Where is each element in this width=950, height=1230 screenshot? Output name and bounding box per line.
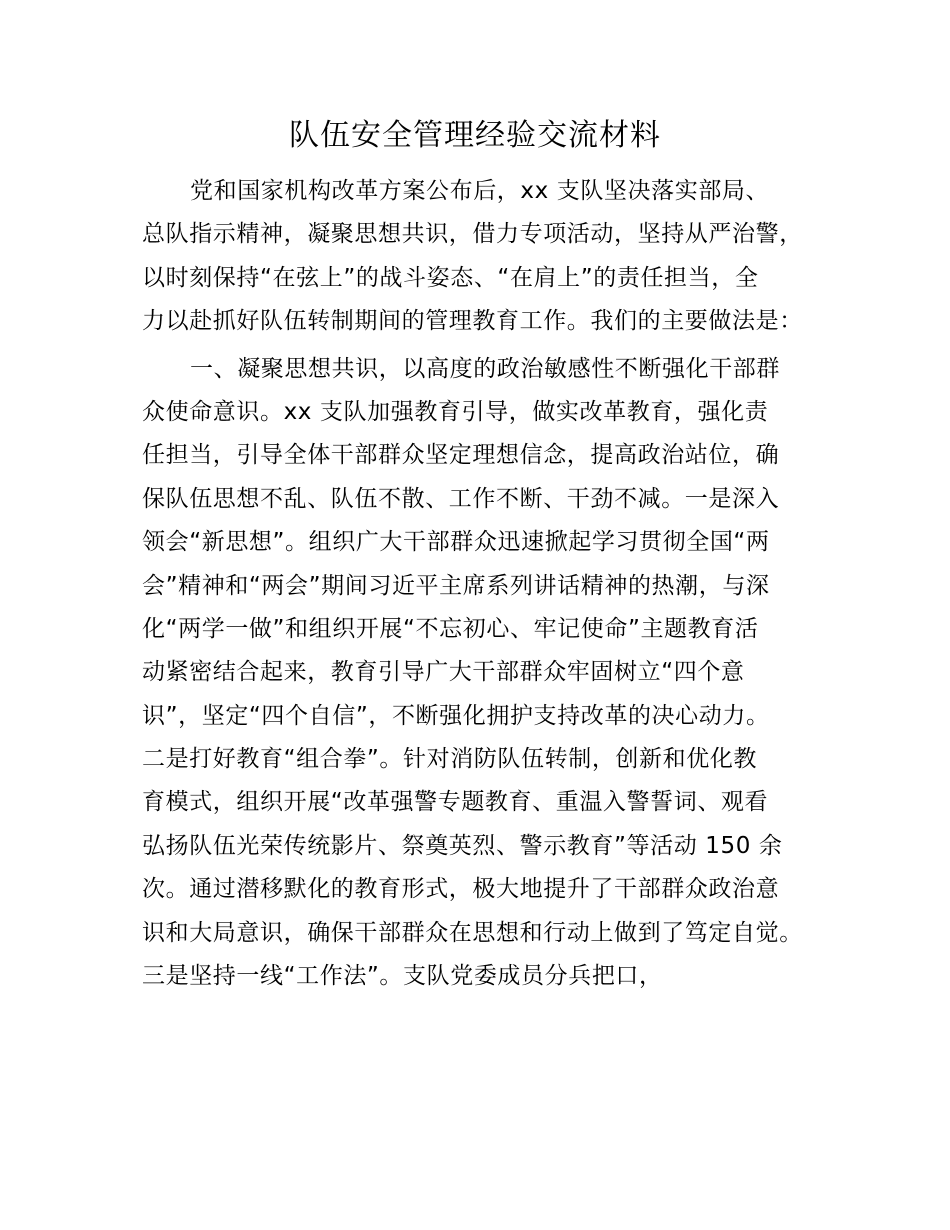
paragraph-line: 育模式，组织开展“改革强警专题教育、重温入警誓词、观看: [142, 789, 769, 816]
paragraph-line: 总队指示精神，凝聚思想共识，借力专项活动，坚持从严治警，: [142, 221, 803, 248]
paragraph-line: 三是坚持一线“工作法”。支队党委成员分兵把口，: [142, 963, 663, 990]
paragraph-line: 党和国家机构改革方案公布后，xx 支队坚决落实部局、: [190, 178, 770, 204]
paragraph-line: 保队伍思想不乱、队伍不散、工作不断、干劲不减。一是深入: [142, 485, 780, 512]
paragraph-line: 动紧密结合起来，教育引导广大干部群众牢固树立“四个意: [142, 659, 745, 686]
paragraph-section-one: [142, 348, 842, 999]
paragraph-line: 众使命意识。xx 支队加强教育引导，做实改革教育，强化责: [142, 398, 769, 425]
paragraph-line: 弘扬队伍光荣传统影片、祭奠英烈、警示教育”等活动 150 余: [142, 832, 783, 859]
paragraph-line: 一、凝聚思想共识，以高度的政治敏感性不断强化干部群: [190, 355, 780, 382]
paragraph-line: 次。通过潜移默化的教育形式，极大地提升了干部群众政治意: [142, 876, 780, 903]
paragraph-line: 化“两学一做”和组织开展“不忘初心、牢记使命”主题教育活: [142, 615, 759, 642]
paragraph-line: 会”精神和“两会”期间习近平主席系列讲话精神的热潮，与深: [142, 572, 770, 599]
paragraph-line: 领会“新思想”。组织广大干部群众迅速掀起学习贯彻全国“两: [142, 529, 770, 556]
paragraph-line: 二是打好教育“组合拳”。针对消防队伍转制，创新和优化教: [142, 746, 758, 773]
document-title: 队伍安全管理经验交流材料: [289, 118, 661, 153]
paragraph-line: 力以赴抓好队伍转制期间的管理教育工作。我们的主要做法是：: [142, 308, 803, 335]
paragraph-intro: [142, 170, 842, 344]
paragraph-line: 识”，坚定“四个自信”，不断强化拥护支持改革的决心动力。: [142, 702, 770, 729]
paragraph-line: 识和大局意识，确保干部群众在思想和行动上做到了笃定自觉。: [142, 919, 803, 946]
paragraph-line: 以时刻保持“在弦上”的战斗姿态、“在肩上”的责任担当，全: [142, 264, 759, 291]
document-body: [142, 170, 842, 998]
paragraph-line: 任担当，引导全体干部群众坚定理想信念，提高政治站位，确: [142, 442, 780, 469]
